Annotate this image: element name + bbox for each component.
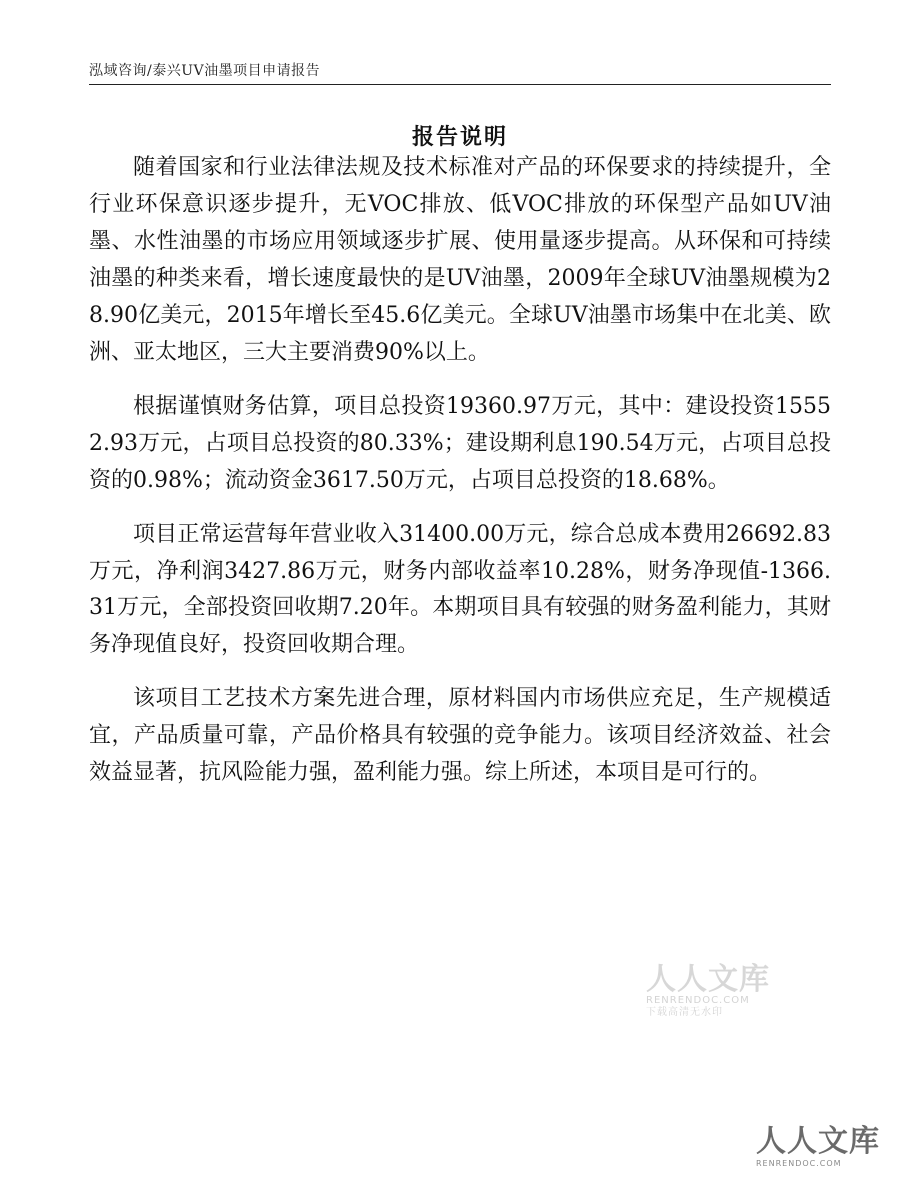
watermark-domain: RENRENDOC.COM xyxy=(646,995,750,1006)
document-body xyxy=(89,150,831,809)
logo-title: 人人文库 xyxy=(756,1124,880,1159)
page-title: 报告说明 xyxy=(411,124,508,150)
paragraph-conclusion: 该项目工艺技术方案先进合理，原材料国内市场供应充足，生产规模适宜，产品质量可靠，产品价格具有较强的竞争能力。该项目经济效益、社会效益显著，抗风险能力强，盈利能力强。综上所述，本项目是可行的。 xyxy=(89,686,831,786)
watermark-title: 人人文库 xyxy=(646,962,770,997)
paragraph-market-background: 随着国家和行业法律法规及技术标准对产品的环保要求的持续提升，全行业环保意识逐步提升，无VOC排放、低VOC排放的环保型产品如UV油墨、水性油墨的市场应用领域逐步扩展、使用量逐步提高。从环保和可持续油墨的种类来看，增长速度最快的是UV油墨，2009年全球UV油墨规模为28.90亿美元，2015年增长至45.6亿美元。全球UV油墨市场集中在北美、欧洲、亚太地区，三大主要消费90%以上。 xyxy=(89,155,831,365)
paragraph-investment-estimate: 根据谨慎财务估算，项目总投资19360.97万元，其中：建设投资15552.93万元，占项目总投资的80.33%；建设期利息190.54万元，占项目总投资的0.98%；流动资金3617.50万元，占项目总投资的18.68%。 xyxy=(89,393,831,493)
header-divider xyxy=(89,84,831,85)
header-breadcrumb: 泓域咨询/泰兴UV油墨项目申请报告 xyxy=(89,63,321,79)
paragraph-financial-returns: 项目正常运营每年营业收入31400.00万元，综合总成本费用26692.83万元，净利润3427.86万元，财务内部收益率10.28%，财务净现值-1366.31万元，全部投资回收期7.20年。本期项目具有较强的财务盈利能力，其财务净现值良好，投资回收期合理。 xyxy=(89,521,831,658)
site-logo xyxy=(756,1125,906,1183)
logo-domain: RENRENDOC.COM xyxy=(756,1159,842,1168)
watermark-tagline: 下载高清无水印 xyxy=(646,1007,723,1018)
watermark xyxy=(646,962,776,1025)
